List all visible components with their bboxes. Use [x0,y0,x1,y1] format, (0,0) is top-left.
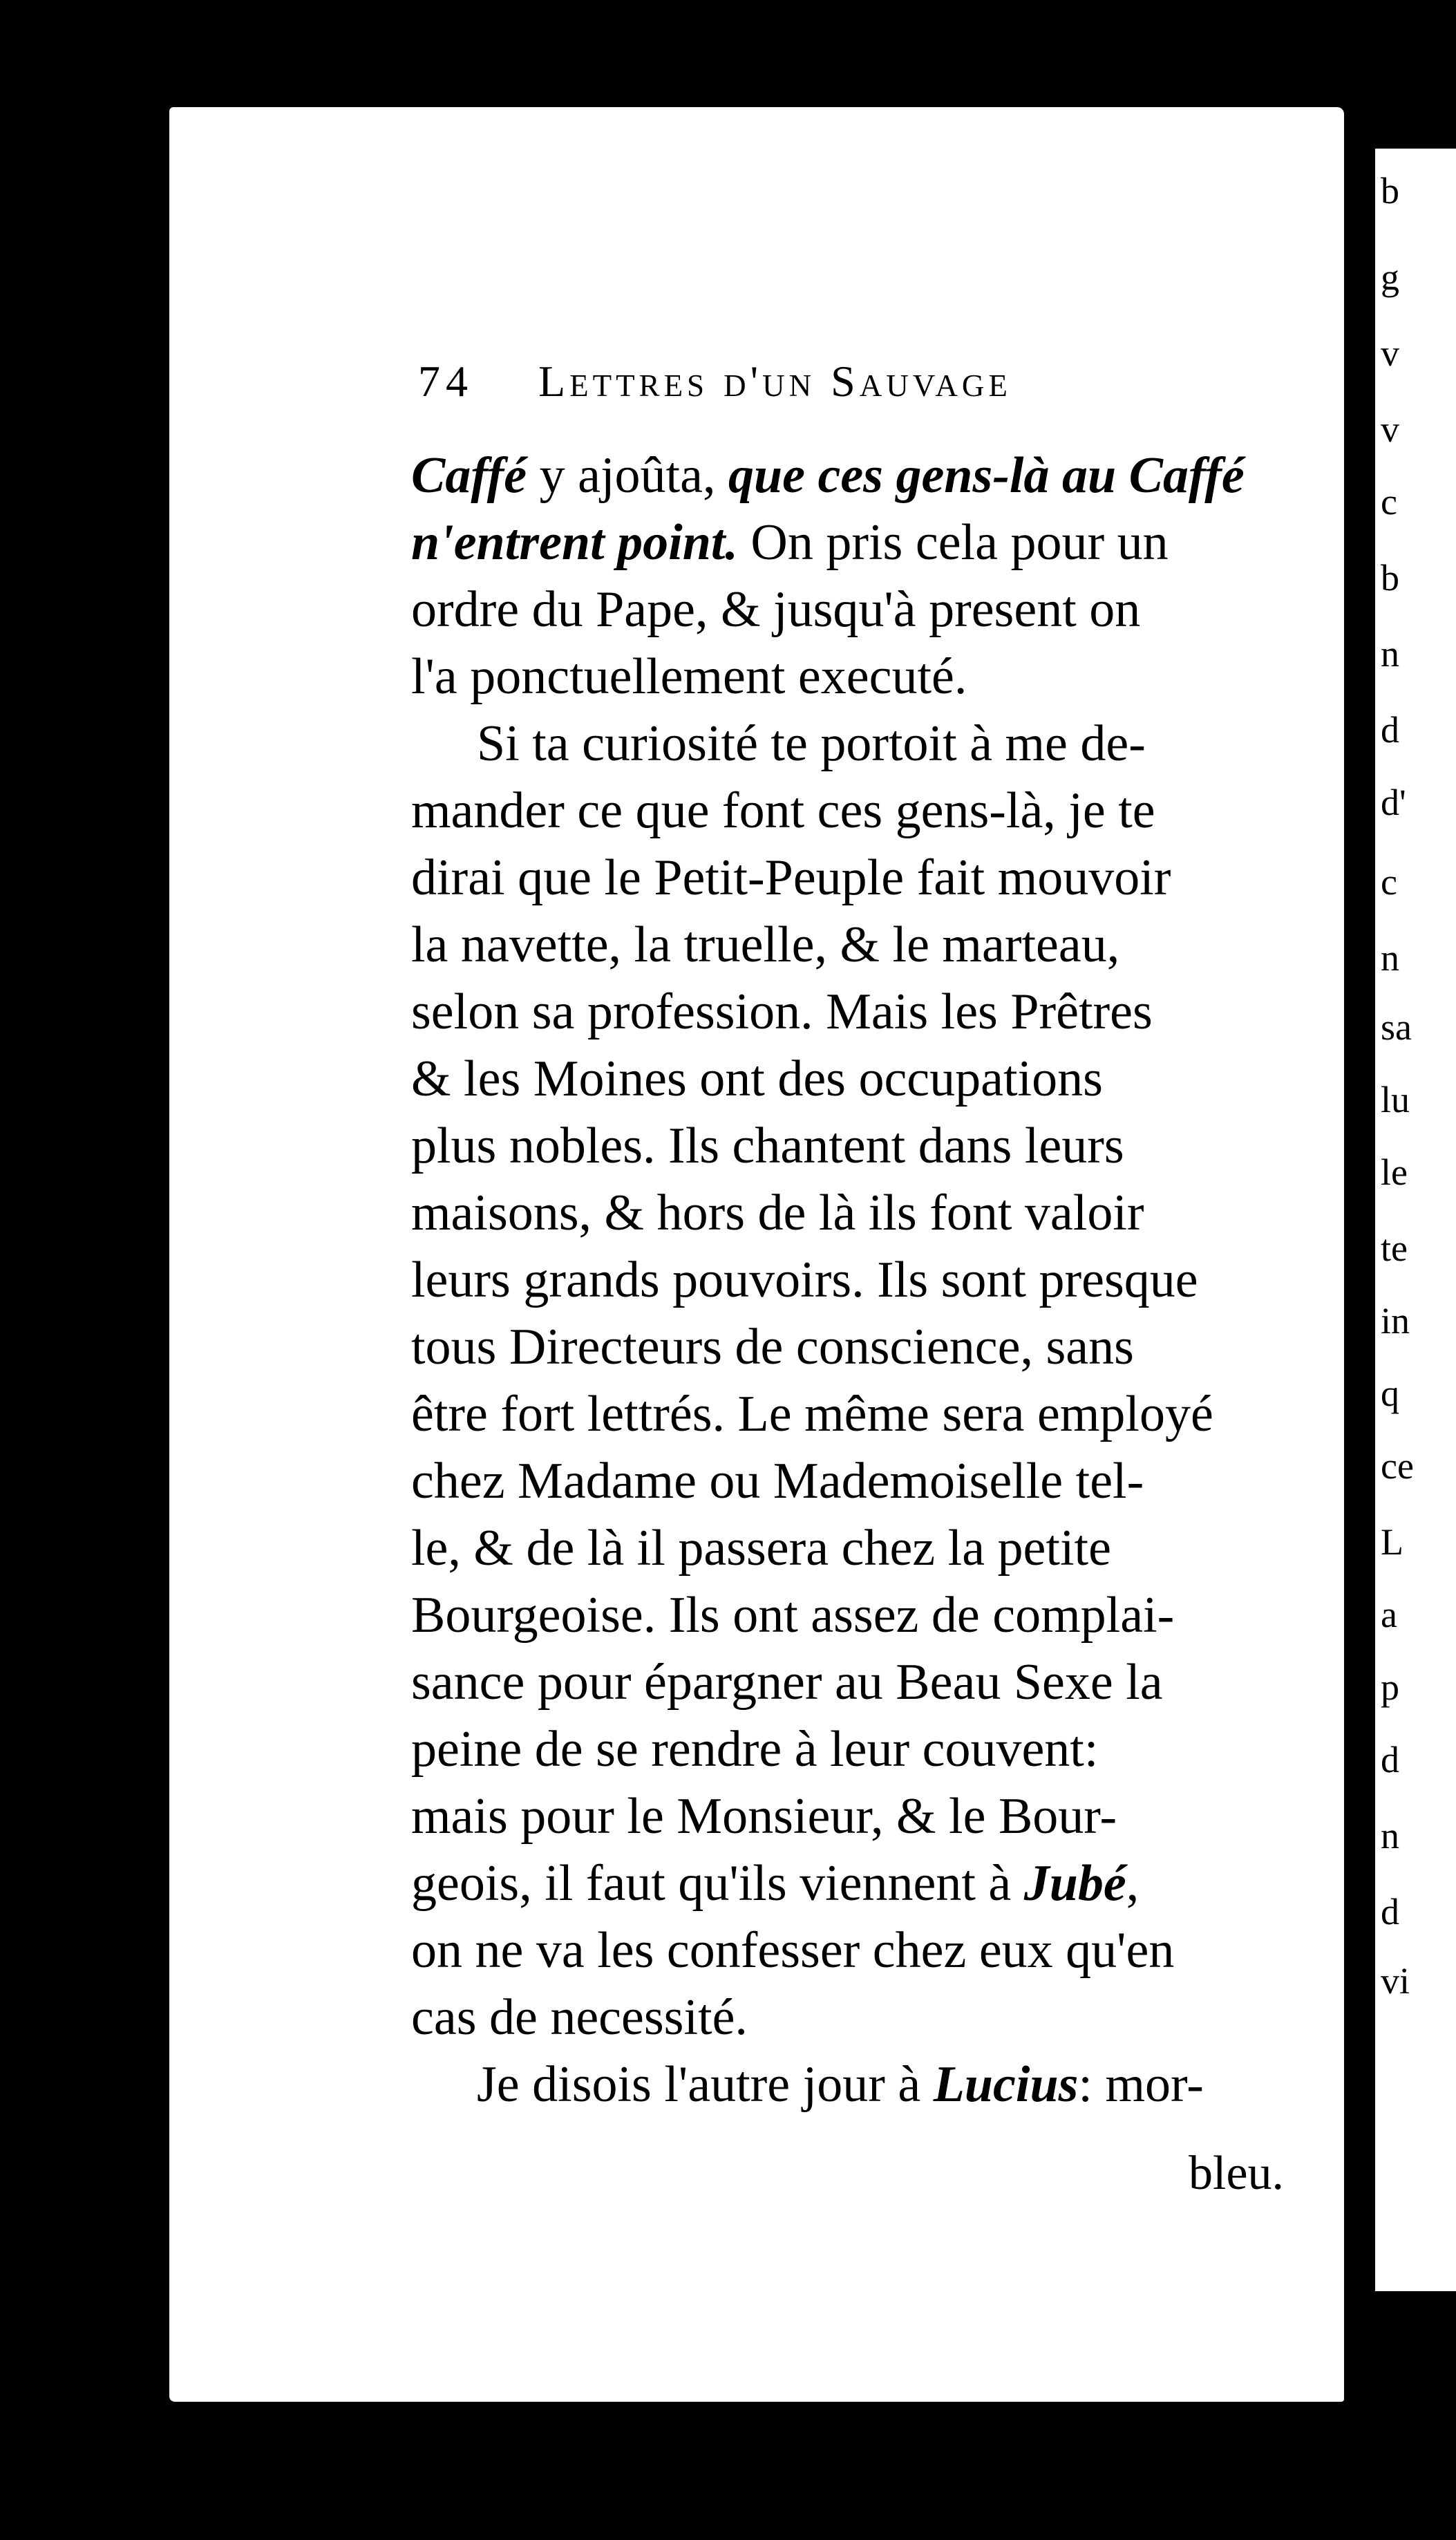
text-line [411,1984,1330,2051]
text-line [411,1448,1330,1515]
next-page-fragment: n [1381,1815,1399,1856]
catchword: bleu. [1189,2147,1285,2200]
next-page-fragment: d [1381,1891,1399,1932]
italic-span: Caffé [411,447,527,504]
text-line [411,1180,1330,1247]
next-page-fragment: g [1381,256,1399,298]
body-text [411,442,1330,2118]
next-page-fragment: d [1381,709,1399,751]
text-span: , [1126,1855,1140,1912]
text-line [411,1381,1330,1448]
text-span: mais pour le Monsieur, & le Bour- [411,1788,1117,1845]
text-line [411,509,1330,576]
text-line [411,1850,1330,1917]
text-line [411,643,1330,711]
text-span: : mor- [1078,2056,1204,2113]
text-line [411,1783,1330,1850]
text-span: la navette, la truelle, & le marteau, [411,916,1120,973]
next-page-fragment: n [1381,633,1399,675]
next-page-fragment: sa [1381,1006,1412,1048]
next-page-fragment: v [1381,332,1399,374]
text-span: plus nobles. Ils chantent dans leurs [411,1118,1124,1174]
text-line [411,1716,1330,1783]
next-page-fragment: le [1381,1151,1408,1193]
next-page-fragment: p [1381,1666,1399,1708]
text-span: être fort lettrés. Le même sera employé [411,1386,1213,1442]
text-line [411,1515,1330,1582]
next-page-fragment: b [1381,557,1399,599]
text-span: mander ce que font ces gens-là, je te [411,782,1155,839]
text-span: chez Madame ou Mademoiselle tel- [411,1453,1144,1509]
text-line [411,1582,1330,1649]
text-span: selon sa profession. Mais les Prêtres [411,984,1153,1040]
next-page-fragment: c [1381,861,1397,903]
text-line [411,912,1330,979]
text-span: ordre du Pape, & jusqu'à present on [411,581,1141,638]
next-page-fragment: in [1381,1300,1410,1342]
next-page-fragment: a [1381,1594,1397,1635]
next-page-fragment: q [1381,1373,1399,1414]
text-line [411,1046,1330,1113]
text-line [411,1113,1330,1180]
text-span: Je disois l'autre jour à [477,2056,934,2113]
text-span: dirai que le Petit-Peuple fait mouvoir [411,849,1171,906]
next-page-fragment: te [1381,1227,1408,1269]
text-line [411,1649,1330,1716]
text-line [411,1247,1330,1314]
next-page-fragment: c [1381,481,1397,523]
text-line [411,442,1330,509]
text-line [411,778,1330,845]
italic-span: que ces gens-là au Caffé [728,447,1245,504]
text-span: On pris cela pour un [737,514,1169,571]
text-span: leurs grands pouvoirs. Ils sont presque [411,1252,1198,1308]
text-line [411,979,1330,1046]
text-span: y ajoûta, [527,447,728,504]
text-line [411,2051,1330,2118]
text-span: geois, il faut qu'ils viennent à [411,1855,1024,1912]
next-page-fragment: d' [1381,782,1406,823]
text-span: le, & de là il passera chez la petite [411,1520,1111,1577]
page-gutter-shadow [1344,1590,1361,1970]
text-line [411,711,1330,778]
next-page-fragment: ce [1381,1445,1414,1487]
text-line [411,845,1330,912]
text-span: Bourgeoise. Ils ont assez de complai- [411,1587,1175,1644]
text-span: & les Moines ont des occupations [411,1051,1103,1107]
page-number: 74 [418,357,473,406]
next-page-fragment: vi [1381,1960,1410,2002]
next-page-fragment: L [1381,1521,1403,1563]
text-span: l'a ponctuellement executé. [411,648,967,705]
running-head [418,356,1012,407]
text-span: on ne va les confesser chez eux qu'en [411,1922,1175,1979]
text-span: sance pour épargner au Beau Sexe la [411,1654,1163,1711]
text-span: Si ta curiosité te portoit à me de- [477,715,1146,772]
text-span: cas de necessité. [411,1989,748,2046]
next-page-fragment: lu [1381,1079,1410,1120]
next-page-fragment: n [1381,937,1399,979]
text-span: maisons, & hors de là ils font valoir [411,1185,1144,1241]
text-span: peine de se rendre à leur couvent: [411,1721,1099,1778]
italic-span: Jubé [1023,1855,1126,1912]
text-line [411,1314,1330,1381]
next-page-edge [1375,149,1456,2291]
next-page-fragment: d [1381,1739,1399,1780]
next-page-fragment: b [1381,170,1399,211]
text-span: tous Directeurs de conscience, sans [411,1319,1134,1375]
running-title: Lettres d'un Sauvage [538,357,1012,406]
italic-span: Lucius [933,2056,1079,2113]
italic-span: n'entrent point. [411,514,738,571]
text-line [411,1917,1330,1984]
next-page-fragment: v [1381,408,1399,450]
text-line [411,576,1330,643]
